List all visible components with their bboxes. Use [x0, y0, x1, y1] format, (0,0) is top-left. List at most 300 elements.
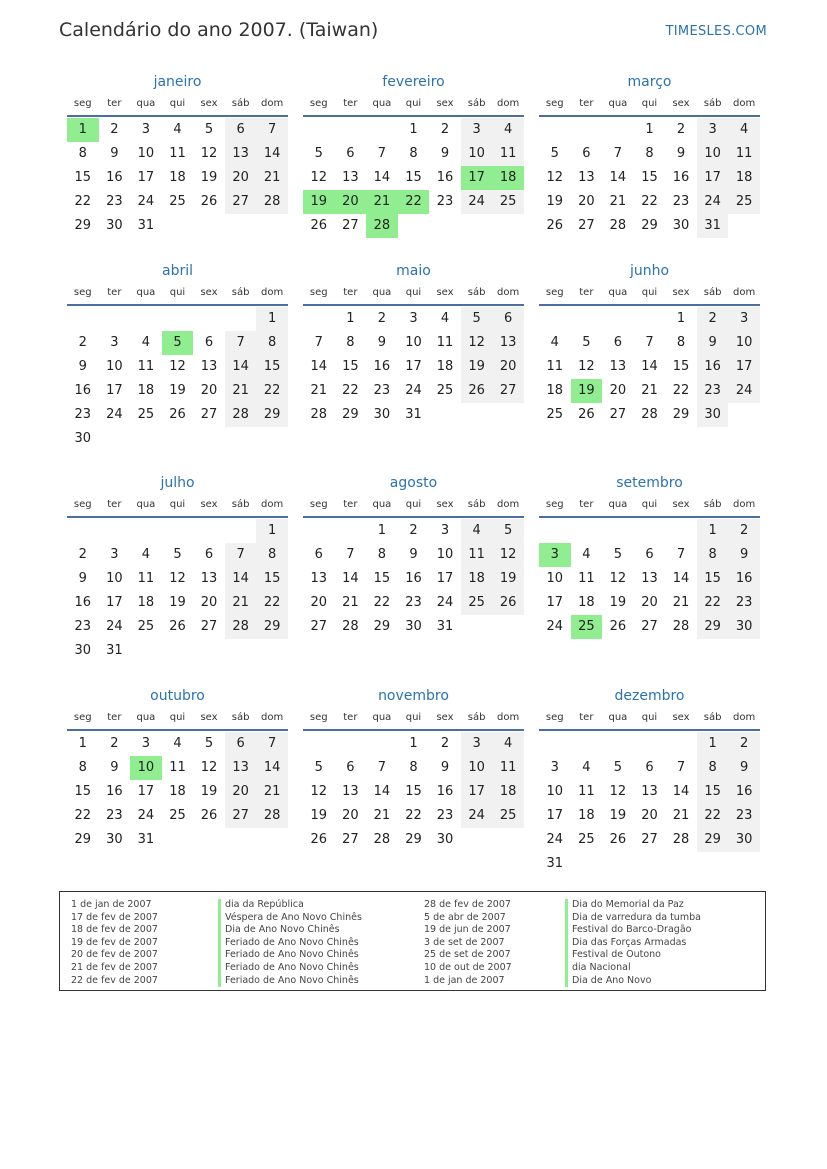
day-cell: 29	[697, 828, 729, 852]
month-5	[539, 260, 760, 427]
day-cell: 6	[225, 732, 257, 756]
holiday-day-cell: 22	[398, 190, 430, 214]
weekday-label: sex	[436, 499, 454, 510]
weekday-label: sex	[200, 712, 218, 723]
day-cell: 26	[609, 619, 627, 634]
day-cell: 16	[436, 784, 454, 799]
day-cell: 6	[645, 760, 654, 775]
empty-cell	[225, 519, 257, 543]
holiday-day-cell: 20	[335, 190, 367, 214]
day-cell: 10	[106, 571, 123, 586]
day-cell: 7	[225, 331, 257, 355]
day-cell: 23	[373, 383, 391, 398]
empty-cell	[539, 118, 571, 142]
day-cell: 8	[676, 335, 686, 350]
weekday-header	[67, 282, 288, 306]
day-cell: 26	[310, 832, 328, 847]
weekday-label: qui	[405, 712, 422, 723]
weekday-label: sáb	[231, 287, 250, 298]
empty-cell	[303, 519, 335, 543]
day-cell: 16	[697, 355, 729, 379]
weekday-label: ter	[579, 499, 594, 510]
day-cell: 22	[342, 383, 359, 398]
day-cell: 12	[461, 331, 493, 355]
weekday-label: seg	[73, 499, 92, 510]
weekday-label: seg	[73, 712, 92, 723]
weekday-label: sáb	[231, 712, 250, 723]
day-grid	[539, 307, 760, 427]
month-name: julho	[160, 475, 195, 491]
day-cell: 30	[728, 615, 760, 639]
day-cell: 12	[310, 170, 328, 185]
day-cell: 21	[641, 383, 658, 398]
day-cell: 18	[436, 359, 454, 374]
day-cell: 7	[256, 118, 288, 142]
day-cell: 14	[373, 784, 391, 799]
day-cell: 6	[492, 307, 524, 331]
day-cell: 7	[613, 146, 623, 161]
weekday-label: sáb	[231, 98, 250, 109]
day-cell: 1	[377, 523, 387, 538]
legend-date: 19 de fev de 2007	[71, 936, 158, 948]
day-cell: 1	[78, 736, 87, 751]
day-cell: 8	[697, 543, 729, 567]
weekday-label: qui	[641, 712, 658, 723]
weekday-label: qua	[372, 499, 392, 510]
day-cell: 25	[492, 804, 524, 828]
day-cell: 4	[582, 760, 591, 775]
day-cell: 31	[137, 832, 155, 847]
empty-cell	[539, 307, 571, 331]
legend-holiday-name: Feriado de Ano Novo Chinês	[218, 962, 362, 975]
day-cell: 13	[342, 784, 359, 799]
empty-cell	[366, 118, 398, 142]
weekday-label: qua	[372, 98, 392, 109]
day-cell: 20	[578, 194, 595, 209]
day-cell: 30	[106, 832, 123, 847]
day-cell: 19	[200, 170, 218, 185]
month-name: maio	[396, 263, 431, 279]
weekday-label: dom	[497, 98, 520, 109]
weekday-label: dom	[261, 98, 284, 109]
legend-date: 10 de out de 2007	[424, 961, 512, 973]
legend-holiday-name: dia da República	[218, 899, 362, 912]
month-name: janeiro	[153, 74, 202, 90]
site-link[interactable]: TIMESLES.COM	[665, 24, 767, 39]
weekday-header	[539, 494, 760, 518]
day-cell: 9	[110, 146, 119, 161]
day-cell: 22	[697, 804, 729, 828]
day-grid	[303, 732, 524, 852]
day-cell: 10	[405, 335, 422, 350]
day-cell: 14	[225, 355, 257, 379]
day-cell: 17	[697, 166, 729, 190]
day-cell: 6	[645, 547, 654, 562]
day-grid	[67, 732, 288, 852]
day-cell: 3	[141, 122, 151, 137]
day-cell: 18	[578, 808, 595, 823]
weekday-label: qua	[608, 499, 628, 510]
day-cell: 24	[461, 190, 493, 214]
day-cell: 2	[697, 307, 729, 331]
day-cell: 2	[676, 122, 686, 137]
day-cell: 20	[200, 383, 218, 398]
day-cell: 17	[728, 355, 760, 379]
day-grid	[539, 118, 760, 238]
day-cell: 19	[546, 194, 564, 209]
day-cell: 18	[492, 780, 524, 804]
day-cell: 1	[676, 311, 686, 326]
day-cell: 3	[110, 335, 119, 350]
day-cell: 24	[137, 808, 155, 823]
day-cell: 11	[137, 571, 155, 586]
day-cell: 8	[697, 756, 729, 780]
empty-cell	[99, 519, 131, 543]
day-cell: 4	[492, 118, 524, 142]
weekday-label: dom	[497, 287, 520, 298]
empty-cell	[99, 307, 131, 331]
day-cell: 18	[578, 595, 595, 610]
day-cell: 14	[256, 142, 288, 166]
day-cell: 6	[204, 547, 214, 562]
holiday-day-cell: 17	[461, 166, 493, 190]
weekday-label: sáb	[231, 499, 250, 510]
day-cell: 18	[169, 784, 186, 799]
legend-names-col-1	[218, 899, 362, 987]
weekday-label: seg	[73, 98, 92, 109]
month-name: setembro	[616, 475, 683, 491]
legend-holiday-name: Dia de Ano Novo	[565, 975, 701, 988]
day-cell: 29	[697, 615, 729, 639]
weekday-label: sáb	[467, 712, 486, 723]
day-cell: 17	[137, 784, 155, 799]
empty-cell	[571, 519, 603, 543]
weekday-label: dom	[733, 287, 756, 298]
weekday-label: seg	[309, 287, 328, 298]
day-cell: 31	[106, 643, 123, 658]
day-cell: 2	[728, 732, 760, 756]
day-cell: 11	[169, 760, 186, 775]
weekday-label: dom	[733, 499, 756, 510]
day-cell: 25	[492, 190, 524, 214]
day-cell: 24	[546, 619, 564, 634]
day-cell: 14	[672, 571, 690, 586]
day-cell: 24	[697, 190, 729, 214]
day-cell: 21	[373, 808, 391, 823]
day-cell: 27	[200, 407, 218, 422]
day-cell: 3	[697, 118, 729, 142]
day-cell: 4	[461, 519, 493, 543]
legend-date: 25 de set de 2007	[424, 949, 511, 961]
day-cell: 18	[728, 166, 760, 190]
day-cell: 27	[492, 379, 524, 403]
day-cell: 26	[310, 218, 328, 233]
day-cell: 20	[225, 780, 257, 804]
day-cell: 29	[641, 218, 658, 233]
month-8	[539, 472, 760, 639]
day-cell: 17	[461, 780, 493, 804]
legend-date: 3 de set de 2007	[424, 936, 505, 948]
day-cell: 22	[373, 595, 391, 610]
weekday-label: qui	[169, 98, 186, 109]
weekday-header	[67, 494, 288, 518]
day-cell: 5	[582, 335, 591, 350]
day-cell: 10	[436, 547, 454, 562]
day-cell: 7	[225, 543, 257, 567]
day-cell: 13	[641, 571, 658, 586]
day-cell: 25	[169, 194, 186, 209]
day-cell: 3	[461, 732, 493, 756]
day-cell: 30	[697, 403, 729, 427]
legend-date: 21 de fev de 2007	[71, 961, 158, 973]
day-cell: 22	[256, 379, 288, 403]
legend-holiday-name: Véspera de Ano Novo Chinês	[218, 912, 362, 925]
day-cell: 20	[310, 595, 328, 610]
day-cell: 5	[613, 547, 623, 562]
weekday-label: ter	[343, 712, 358, 723]
day-cell: 19	[200, 784, 218, 799]
legend-holiday-name: Dia das Forças Armadas	[565, 937, 701, 950]
day-cell: 4	[440, 311, 450, 326]
legend-names-col-2	[565, 899, 701, 987]
day-cell: 2	[110, 122, 119, 137]
day-cell: 1	[697, 519, 729, 543]
day-cell: 19	[609, 808, 627, 823]
empty-cell	[602, 519, 634, 543]
day-cell: 12	[609, 571, 627, 586]
day-cell: 27	[578, 218, 595, 233]
month-11	[539, 685, 760, 876]
weekday-label: dom	[261, 287, 284, 298]
weekday-label: ter	[579, 712, 594, 723]
month-name: novembro	[378, 688, 449, 704]
day-cell: 15	[405, 784, 422, 799]
day-cell: 11	[578, 571, 595, 586]
day-cell: 12	[169, 359, 186, 374]
day-cell: 16	[405, 571, 422, 586]
weekday-label: sex	[672, 287, 690, 298]
day-cell: 31	[137, 218, 155, 233]
month-name: fevereiro	[382, 74, 445, 90]
legend-holiday-name: Dia do Memorial da Paz	[565, 899, 701, 912]
day-cell: 28	[342, 619, 359, 634]
day-cell: 4	[141, 335, 151, 350]
weekday-label: seg	[545, 499, 564, 510]
weekday-label: dom	[261, 712, 284, 723]
empty-cell	[303, 732, 335, 756]
day-cell: 20	[609, 383, 627, 398]
day-cell: 25	[137, 619, 155, 634]
day-cell: 1	[256, 307, 288, 331]
weekday-label: sáb	[703, 287, 722, 298]
weekday-label: qua	[136, 287, 156, 298]
day-grid	[539, 732, 760, 876]
day-cell: 26	[200, 194, 218, 209]
day-cell: 25	[578, 832, 595, 847]
day-cell: 23	[672, 194, 690, 209]
day-cell: 28	[225, 403, 257, 427]
day-cell: 30	[106, 218, 123, 233]
legend-holiday-name: Feriado de Ano Novo Chinês	[218, 949, 362, 962]
weekday-label: qua	[372, 287, 392, 298]
weekday-label: sex	[200, 98, 218, 109]
day-cell: 20	[200, 595, 218, 610]
holiday-day-cell: 25	[571, 615, 603, 639]
day-cell: 7	[314, 335, 323, 350]
empty-cell	[335, 118, 367, 142]
day-cell: 3	[409, 311, 418, 326]
weekday-label: sex	[672, 499, 690, 510]
empty-cell	[193, 519, 225, 543]
day-cell: 18	[546, 383, 564, 398]
legend-date: 18 de fev de 2007	[71, 924, 158, 936]
day-cell: 20	[342, 808, 359, 823]
day-cell: 11	[728, 142, 760, 166]
day-cell: 4	[582, 547, 591, 562]
day-cell: 16	[436, 170, 454, 185]
day-cell: 19	[169, 595, 186, 610]
day-cell: 24	[106, 407, 123, 422]
holiday-day-cell: 28	[366, 214, 398, 238]
page-title: Calendário do ano 2007. (Taiwan)	[59, 19, 379, 41]
day-cell: 11	[492, 142, 524, 166]
day-cell: 6	[613, 335, 623, 350]
day-cell: 1	[409, 736, 418, 751]
holiday-day-cell: 21	[366, 190, 398, 214]
day-cell: 1	[697, 732, 729, 756]
day-cell: 15	[641, 170, 658, 185]
day-grid	[303, 519, 524, 639]
legend-date: 28 de fev de 2007	[424, 899, 511, 910]
day-cell: 10	[728, 331, 760, 355]
day-cell: 5	[173, 547, 182, 562]
day-cell: 17	[546, 595, 564, 610]
empty-cell	[571, 118, 603, 142]
weekday-label: sex	[200, 499, 218, 510]
day-cell: 27	[225, 804, 257, 828]
day-grid	[303, 307, 524, 427]
day-cell: 9	[440, 760, 450, 775]
day-cell: 2	[728, 519, 760, 543]
legend-holiday-name: Festival do Barco-Dragão	[565, 924, 701, 937]
day-cell: 13	[578, 170, 595, 185]
day-cell: 7	[256, 732, 288, 756]
day-cell: 30	[74, 643, 92, 658]
day-cell: 22	[405, 808, 422, 823]
day-cell: 31	[697, 214, 729, 238]
empty-cell	[225, 307, 257, 331]
day-cell: 13	[225, 142, 257, 166]
day-cell: 25	[436, 383, 454, 398]
day-cell: 15	[373, 571, 391, 586]
month-name: agosto	[389, 475, 438, 491]
day-cell: 23	[405, 595, 422, 610]
weekday-label: qua	[136, 499, 156, 510]
empty-cell	[130, 519, 162, 543]
day-cell: 30	[373, 407, 391, 422]
weekday-label: qui	[169, 499, 186, 510]
weekday-header	[303, 93, 524, 117]
legend-holiday-name: Feriado de Ano Novo Chinês	[218, 937, 362, 950]
empty-cell	[539, 519, 571, 543]
day-grid	[67, 307, 288, 451]
day-cell: 4	[728, 118, 760, 142]
day-cell: 1	[409, 122, 418, 137]
day-cell: 16	[728, 780, 760, 804]
empty-cell	[193, 307, 225, 331]
month-3	[67, 260, 288, 451]
legend-date: 5 de abr de 2007	[424, 911, 506, 923]
day-cell: 11	[461, 543, 493, 567]
day-cell: 19	[169, 383, 186, 398]
day-cell: 5	[461, 307, 493, 331]
day-cell: 20	[492, 355, 524, 379]
day-cell: 11	[578, 784, 595, 799]
empty-cell	[162, 307, 194, 331]
month-2	[539, 71, 760, 238]
empty-cell	[303, 307, 335, 331]
day-cell: 7	[645, 335, 654, 350]
day-cell: 26	[169, 619, 186, 634]
day-cell: 24	[137, 194, 155, 209]
day-cell: 10	[106, 359, 123, 374]
day-cell: 31	[436, 619, 454, 634]
weekday-label: ter	[107, 287, 122, 298]
weekday-label: dom	[261, 499, 284, 510]
day-cell: 24	[405, 383, 422, 398]
day-cell: 24	[728, 379, 760, 403]
day-cell: 10	[461, 756, 493, 780]
day-cell: 11	[436, 335, 454, 350]
day-cell: 11	[137, 359, 155, 374]
day-cell: 12	[578, 359, 595, 374]
day-cell: 10	[546, 571, 564, 586]
day-cell: 24	[436, 595, 454, 610]
day-cell: 9	[78, 359, 87, 374]
day-cell: 30	[436, 832, 454, 847]
day-cell: 15	[342, 359, 359, 374]
weekday-label: sáb	[467, 499, 486, 510]
weekday-label: seg	[545, 712, 564, 723]
day-cell: 12	[492, 543, 524, 567]
day-cell: 11	[169, 146, 186, 161]
weekday-label: ter	[107, 98, 122, 109]
weekday-label: sáb	[703, 712, 722, 723]
day-cell: 26	[609, 832, 627, 847]
day-cell: 9	[78, 571, 87, 586]
day-cell: 27	[200, 619, 218, 634]
day-cell: 2	[78, 335, 87, 350]
day-cell: 23	[106, 808, 123, 823]
day-cell: 2	[78, 547, 87, 562]
day-cell: 22	[641, 194, 658, 209]
day-cell: 12	[609, 784, 627, 799]
day-cell: 26	[578, 407, 595, 422]
weekday-label: qui	[169, 287, 186, 298]
empty-cell	[602, 118, 634, 142]
weekday-label: seg	[73, 287, 92, 298]
day-cell: 20	[641, 595, 658, 610]
weekday-label: qua	[608, 712, 628, 723]
month-6	[67, 472, 288, 663]
empty-cell	[335, 519, 367, 543]
day-cell: 26	[461, 379, 493, 403]
day-cell: 14	[225, 567, 257, 591]
weekday-label: qui	[405, 499, 422, 510]
day-cell: 30	[405, 619, 422, 634]
weekday-label: qua	[372, 712, 392, 723]
day-cell: 27	[310, 619, 328, 634]
